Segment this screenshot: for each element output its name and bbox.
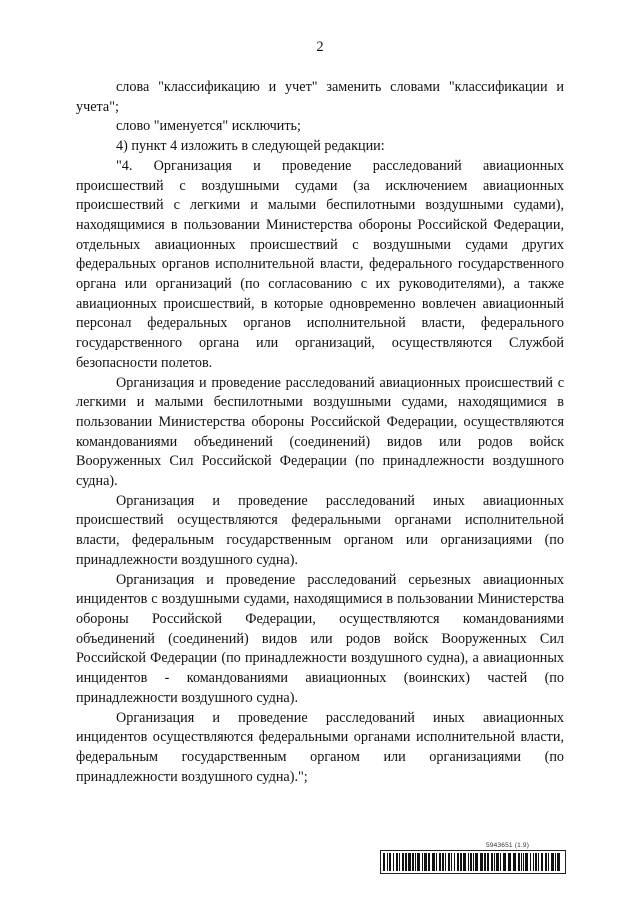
barcode-bar: [523, 853, 524, 871]
barcode-bar: [496, 853, 499, 871]
barcode-bar: [422, 853, 423, 871]
page-number: 2: [316, 39, 324, 55]
barcode-bar: [399, 853, 400, 871]
barcode-bar: [508, 853, 511, 871]
barcode-bar: [500, 853, 501, 871]
barcode-bar: [387, 853, 388, 871]
barcode-bar: [415, 853, 416, 871]
barcode-bar: [521, 853, 522, 871]
barcode-bar: [470, 853, 472, 871]
barcode: [380, 850, 566, 874]
paragraph-2: слово "именуется" исключить;: [116, 118, 301, 135]
barcode-bar: [424, 853, 427, 871]
barcode-bar: [463, 853, 466, 871]
paragraph-4: "4. Организация и проведение расследований авиационных происшествий с воздушными судами (за исключением авиационных происшествий с легкими и малыми беспилотными воздушными судами), находящимися в пользовании Министерства обороны Российской Федерации, отдельных авиационных происшествий с воздушными судами других федеральных органов исполнительной власти, федерального государственного органа или организаций (по согласованию с их руководителями), а также авиационных происшествий, в которые одновременно вовлечен авиационный персонал федеральных органов исполнительной власти, федерального государственного органа или организаций, осуществляются Службой безопасности полетов.: [76, 157, 564, 371]
barcode-bar: [454, 853, 455, 871]
barcode-bar: [557, 853, 560, 871]
barcode-bar: [389, 853, 391, 871]
barcode-bar: [530, 853, 531, 871]
barcode-bar: [538, 853, 539, 871]
barcode-bar: [473, 853, 474, 871]
barcode-bar: [548, 853, 549, 871]
barcode-bar: [408, 853, 411, 871]
barcode-bar: [541, 853, 543, 871]
barcode-bar: [533, 853, 534, 871]
barcode-bar: [518, 853, 520, 871]
barcode-bar: [405, 853, 407, 871]
document-body: [76, 78, 564, 787]
barcode-bar: [503, 853, 506, 871]
barcode-bar: [383, 853, 385, 871]
barcode-bar: [468, 853, 469, 871]
barcode-bar: [525, 853, 528, 871]
barcode-bar: [545, 853, 547, 871]
barcode-bar: [475, 853, 478, 871]
barcode-bar: [451, 853, 452, 871]
barcode-bar: [439, 853, 441, 871]
barcode-bar: [428, 853, 430, 871]
barcode-bar: [494, 853, 495, 871]
barcode-bar: [555, 853, 556, 871]
paragraph-5: Организация и проведение расследований авиационных происшествий с легкими и малыми беспилотными воздушными судами, находящимися в пользовании Министерства обороны Российской Федерации, осуществляются командованиями объединений (соединений) видов или родов войск Вооруженных Сил Российской Федерации (по принадлежности воздушного судна).: [76, 374, 564, 490]
barcode-bar: [448, 853, 450, 871]
document-code: 5943651 (1.9): [486, 842, 530, 849]
paragraph-8: Организация и проведение расследований иных авиационных инцидентов осуществляются федеральными органами исполнительной власти, федеральным государственным органом или организациями (по принадлежности воздушного судна).";: [76, 709, 564, 785]
paragraph-1: слова "классификацию и учет" заменить словами "классификации и учета";: [76, 79, 564, 115]
paragraph-3: 4) пункт 4 изложить в следующей редакции:: [116, 138, 385, 155]
paragraph-6: Организация и проведение расследований иных авиационных происшествий осуществляются федеральными органами исполнительной власти, федеральным государственным органом или организациями (по принадлежности воздушного судна).: [76, 492, 564, 568]
barcode-bar: [436, 853, 437, 871]
barcode-bar: [513, 853, 516, 871]
paragraph-7: Организация и проведение расследований серьезных авиационных инцидентов с воздушными судами, находящимися в пользовании Министерства обороны Российской Федерации, осуществляются командованиями объединений (соединений) видов или родов войск Вооруженных Сил Российской Федерации (по принадлежности воздушного судна), а авиационных инцидентов - командованиями авиационных (воинских) частей (по принадлежности воздушного судна).: [76, 571, 564, 706]
barcode-bar: [396, 853, 398, 871]
barcode-bar: [460, 853, 462, 871]
barcode-bar: [402, 853, 404, 871]
barcode-bar: [491, 853, 493, 871]
barcode-bar: [484, 853, 486, 871]
barcode-bar: [480, 853, 483, 871]
barcode-bar: [412, 853, 414, 871]
barcode-bar: [445, 853, 446, 871]
barcode-bar: [442, 853, 444, 871]
barcode-bar: [432, 853, 435, 871]
barcode-bar: [393, 853, 394, 871]
barcode-bar: [417, 853, 420, 871]
barcode-bar: [487, 853, 489, 871]
barcode-bar: [535, 853, 537, 871]
barcode-bar: [551, 853, 554, 871]
barcode-bar: [457, 853, 459, 871]
barcode-graphic: [381, 851, 565, 873]
